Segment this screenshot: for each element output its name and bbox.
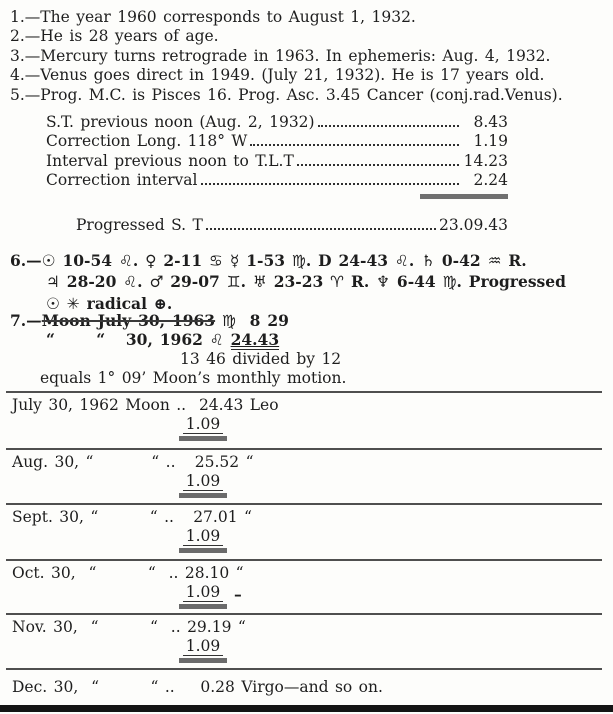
ledger-value: 2.24 — [473, 171, 508, 190]
ledger-label: Correction Long. 118° W — [46, 132, 248, 151]
planet-positions-line: ☉ ✳ radical ⊕. — [46, 293, 173, 313]
dotted-leader — [297, 164, 459, 166]
ledger-value: 14.23 — [463, 151, 508, 170]
ledger-value: 8.43 — [473, 113, 508, 131]
notes-list — [10, 8, 563, 105]
increment-rule — [179, 548, 227, 553]
underlined-value: 24.43 — [230, 330, 280, 350]
struck-text: Moon July 30, 1963 — [41, 311, 216, 330]
sum-rule — [420, 194, 508, 199]
dotted-leader — [250, 144, 459, 146]
table-row — [6, 503, 602, 559]
increment-rule — [179, 604, 227, 609]
note-line: 3.—Mercury turns retrograde in 1963. In ephemeris: Aug. 4, 1932. — [10, 46, 551, 65]
note-line: 1.—The year 1960 corresponds to August 1, 1932. — [10, 8, 416, 26]
division-line: 13 46 divided by 12 — [180, 349, 342, 368]
total-label: Progressed S. T — [76, 216, 203, 234]
moon-motion-item — [10, 311, 604, 388]
table-row — [6, 391, 602, 448]
dotted-leader — [201, 183, 460, 185]
ledger-label: Interval previous noon to T.L.T — [46, 151, 294, 170]
increment: 1.09 — [178, 527, 228, 553]
note-line: 5.—Prog. M.C. is Pisces 16. Prog. Asc. 3.45 Cancer (conj.rad.Venus). — [10, 85, 563, 104]
ledger-row — [46, 132, 508, 151]
note-line: 2.—He is 28 years of age. — [10, 27, 219, 46]
month-entry: Nov. 30, “ “ .. 29.19 “ — [12, 618, 246, 636]
moon-line-1962: “ “ 30, 1962 ♌ 24.43 — [46, 330, 280, 350]
sidereal-time-ledger — [46, 113, 508, 199]
ledger-row — [46, 171, 508, 190]
month-entry: Dec. 30, “ “ .. 0.28 Virgo—and so on. — [12, 678, 383, 696]
page-bottom-border — [0, 705, 613, 712]
increment: 1.09 — [178, 415, 228, 441]
moon-line-1963: 7.—Moon July 30, 1963 ♍ 8 29 — [10, 311, 289, 330]
month-entry: July 30, 1962 Moon .. 24.43 Leo — [12, 396, 279, 414]
dotted-leader — [318, 125, 459, 127]
planet-positions-line: ♃ 28-20 ♌. ♂ 29-07 ♊. ♅ 23-23 ♈ R. ♆ 6-44 ♍. Progressed — [46, 272, 566, 292]
increment: 1.09 — [178, 583, 228, 609]
table-row — [6, 613, 602, 668]
increment-rule — [179, 658, 227, 663]
ledger-label: S.T. previous noon (Aug. 2, 1932) — [46, 113, 315, 131]
ledger-row — [46, 152, 508, 171]
table-row — [6, 559, 602, 613]
planet-positions-line: 6.—☉ 10-54 ♌. ♀ 2-11 ♋ ☿ 1-53 ♍. D 24-43 ♌. ♄ 0-42 ♒ R. — [10, 251, 527, 270]
planet-positions-item — [10, 250, 604, 314]
dotted-leader — [206, 228, 436, 230]
table-row — [6, 448, 602, 503]
ledger-total-row — [76, 216, 508, 235]
ledger-value: 1.19 — [473, 132, 508, 151]
month-entry: Aug. 30, “ “ .. 25.52 “ — [12, 453, 254, 471]
increment: 1.09 — [178, 637, 228, 663]
stray-dash: – — [234, 585, 242, 604]
note-line: 4.—Venus goes direct in 1949. (July 21, 1932). He is 17 years old. — [10, 66, 545, 85]
increment: 1.09 — [178, 472, 228, 498]
monthly-moon-table — [0, 391, 613, 714]
month-entry: Oct. 30, “ “ .. 28.10 “ — [12, 564, 244, 582]
month-entry: Sept. 30, “ “ .. 27.01 “ — [12, 508, 252, 526]
monthly-motion-line: equals 1° 09’ Moon’s monthly motion. — [40, 368, 347, 387]
ledger-label: Correction interval — [46, 171, 198, 190]
increment-rule — [179, 493, 227, 498]
total-value: 23.09.43 — [438, 216, 508, 234]
increment-rule — [179, 436, 227, 441]
ledger-row — [46, 113, 508, 132]
